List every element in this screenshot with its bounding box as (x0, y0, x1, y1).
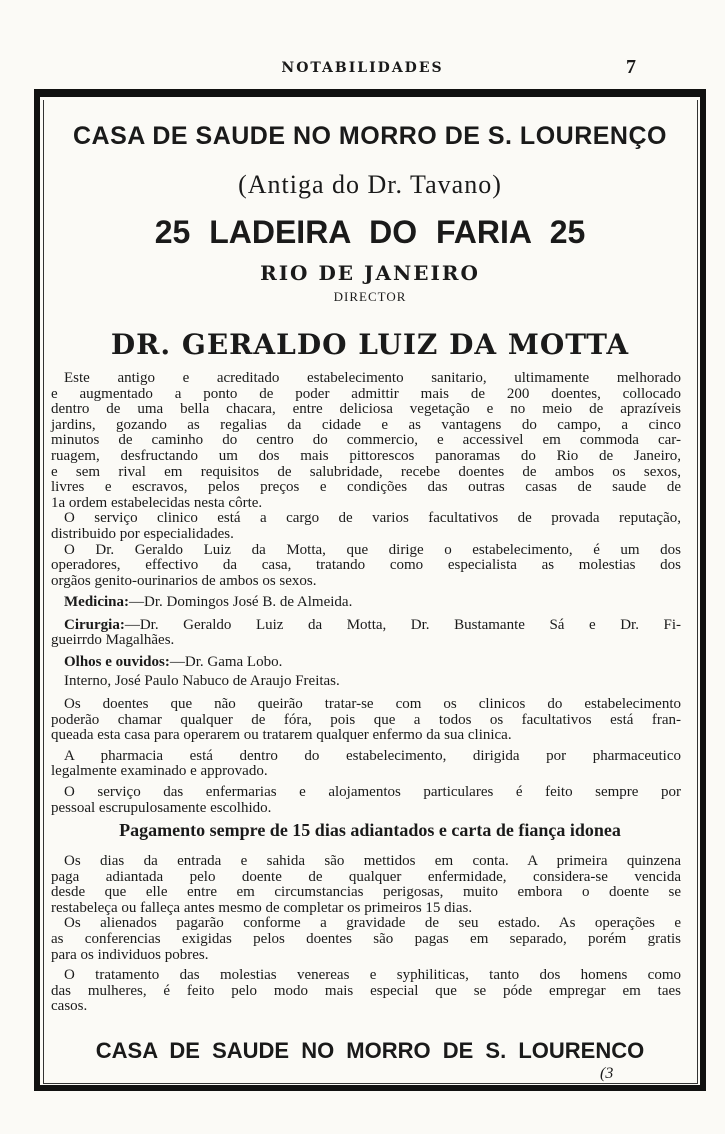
staff-label: Medicina: (64, 594, 129, 610)
text-line: operadores, effectivo da casa, tratando como especialista as molestias dos (51, 557, 681, 574)
text-line: Este antigo e acreditado estabelecimento sanitario, ultimamente melhorado (64, 370, 681, 386)
director-name-text: DR. GERALDO LUIZ DA MOTTA (110, 328, 630, 361)
payment-heading (40, 820, 700, 841)
city-text: RIO DE JANEIRO (260, 261, 480, 285)
staff-names: —Dr. Gama Lobo. (169, 653, 283, 670)
running-head: NOTABILIDADES (281, 60, 444, 76)
page-number: 7 (626, 56, 636, 78)
text-line: Os alienados pagarão conforme a gravidade de seu estado. As operações e (64, 915, 681, 932)
director-label: DIRECTOR (333, 289, 407, 304)
text-line: O serviço clinico está a cargo de varios facultativos de provada reputação, (64, 510, 681, 527)
footer-title (40, 1038, 700, 1064)
text-line: O serviço das enfermarias e alojamentos particulares é feito sempre por (64, 783, 681, 800)
text-line: restabeleça ou falleça antes mesmo de completar os primeiros 15 dias. (51, 899, 473, 916)
city (40, 261, 700, 285)
paragraph-intro (51, 371, 681, 589)
text-line: legalmente examinado e approvado. (51, 763, 268, 780)
paragraph-payment (51, 854, 681, 1015)
text-line: casos. (51, 998, 88, 1015)
text-line: e augmentado a ponto de poder admittir mais de 200 doentes, collocado (51, 385, 681, 402)
staff-label: Cirurgia: (64, 616, 125, 633)
text-line: e sem rival em requisitos de salubridade, recebe doentes de ambos os sexos, (51, 463, 681, 480)
text-line: jardins, gozando as regalias da cidade e as vantagens do campo, a cinco (51, 416, 681, 433)
address-text: 25 LADEIRA DO FARIA 25 (154, 214, 586, 250)
advert-title (40, 116, 700, 156)
staff-interno: Interno, José Paulo Nabuco de Araujo Freitas. (64, 673, 340, 690)
paragraph-outside-doctors (51, 697, 681, 816)
staff-names: —Dr. Domingos José B. de Almeida. (129, 594, 353, 610)
text-line: O Dr. Geraldo Luiz da Motta, que dirige o estabelecimento, é um dos (64, 541, 681, 558)
text-line: orgãos genito-ourinarios de ambos os sexos. (51, 572, 317, 589)
footer-title-text: CASA DE SAUDE NO MORRO DE S. LOURENCO (95, 1038, 645, 1063)
text-line: distribuido por especialidades. (51, 525, 234, 542)
text-line: O tratamento das molestias venereas e syphiliticas, tanto dos homens como (64, 967, 681, 984)
text-line: poderão chamar qualquer de fóra, pois que a todos os facultativos está fran- (51, 711, 681, 728)
staff-cirurgia (51, 618, 681, 634)
text-line: queada esta casa para operarem ou tratarem qualquer enfermo da sua clinica. (51, 727, 512, 744)
address (40, 214, 700, 251)
text-line: Os doentes que não queirão tratar-se com os clinicos do estabelecimento (64, 696, 681, 712)
director-name (40, 328, 700, 361)
text-line: desde que elle entre em circumstancias perigosas, muito embora o doente se (51, 884, 681, 901)
text-line: ruagem, desfructando um dos mais pittorescos panoramas do Rio de Janeiro, (51, 447, 681, 464)
text-line: das mulheres, é feito pelo modo mais especial que se póde empregar em taes (51, 982, 681, 999)
staff-names: gueirrdo Magalhães. (51, 632, 175, 649)
text-line: Os dias da entrada e sahida são mettidos em conta. A primeira quinzena (64, 853, 681, 869)
subtitle: (Antiga do Dr. Tavano) (238, 170, 502, 199)
staff-label: Olhos e ouvidos: (64, 653, 170, 670)
text-line: 1a ordem estabelecidas nesta côrte. (51, 494, 263, 511)
advert-title-text: CASA DE SAUDE NO MORRO DE S. LOURENÇO (72, 122, 667, 150)
text-line: minutos de caminho do centro do commercio, e accessivel em commoda car- (51, 432, 681, 449)
text-line: livres e escravos, pelos preços e condições das outras casas de saude de (51, 479, 681, 496)
text-line: as conferencias exigidas pelos doentes são pagas em separado, porém gratis (51, 930, 681, 947)
payment-heading-text: Pagamento sempre de 15 dias adiantados e carta de fiança idonea (119, 820, 621, 840)
text-line: paga adiantada pelo doente de qualquer enfermidade, considera-se vencida (51, 868, 681, 885)
staff-olhos (51, 655, 681, 671)
text-line: dentro de uma bella chacara, entre deliciosa vegetação e no meio de aprazíveis (51, 401, 681, 418)
text-line: para os individuos pobres. (51, 946, 209, 963)
signature-mark: (3 (600, 1065, 614, 1082)
text-line: A pharmacia está dentro do estabelecimento, dirigida por pharmaceutico (64, 747, 681, 764)
staff-medicina (51, 595, 681, 611)
staff-list (51, 595, 681, 690)
staff-names: —Dr. Geraldo Luiz da Motta, Dr. Bustamante Sá e Dr. Fi- (124, 616, 681, 633)
text-line: pessoal escrupulosamente escolhido. (51, 799, 272, 816)
